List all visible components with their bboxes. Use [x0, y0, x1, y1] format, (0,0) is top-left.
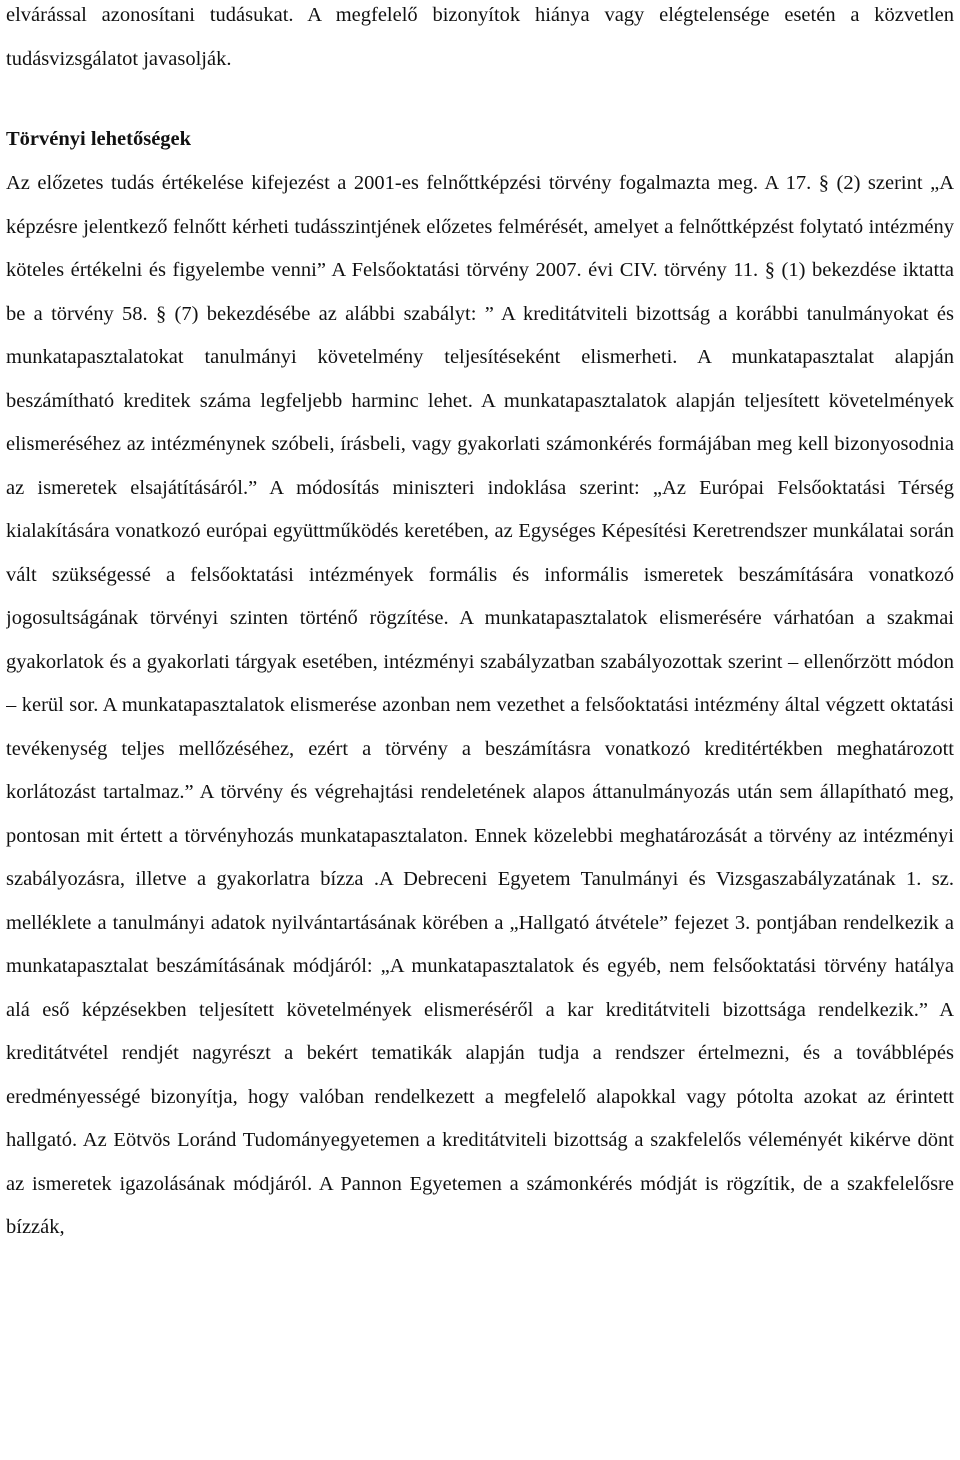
document-page — [6, 0, 954, 1460]
intro-paragraph: elvárással azonosítani tudásukat. A megfelelő bizonyítok hiánya vagy elégtelensége esetén a közvetlen tudásvizsgálatot javasolják. — [6, 4, 954, 70]
body-paragraph: Az előzetes tudás értékelése kifejezést a 2001-es felnőttképzési törvény fogalmazta meg. A 17. § (2) szerint „A képzésre jelentkező felnőtt kérheti tudásszintjének előzetes felmérését, amelyet a felnőttképzést folytató intézmény köteles értékelni és figyelembe venni” A Felsőoktatási törvény 2007. évi CIV. törvény 11. § (1) bekezdése iktatta be a törvény 58. § (7) bekezdésébe az alábbi szabályt: ” A kreditátviteli bizottság a korábbi tanulmányokat és munkatapasztalatokat tanulmányi követelmény teljesítéseként elismerheti. A munkatapasztalat alapján beszámítható kreditek száma legfeljebb harminc lehet. A munkatapasztalatok alapján teljesített követelmények elismeréséhez az intézménynek szóbeli, írásbeli, vagy gyakorlati számonkérés formájában meg kell bizonyosodnia az ismeretek elsajátításáról.” A módosítás miniszteri indoklása szerint: „Az Európai Felsőoktatási Térség kialakítására vonatkozó európai együttműködés keretében, az Egységes Képesítési Keretrendszer munkálatai során vált szükségessé a felsőoktatási intézmények formális és informális ismeretek beszámítására vonatkozó jogosultságának törvényi szinten történő rögzítése. A munkatapasztalatok elismerésére várhatóan a szakmai gyakorlatok és a gyakorlati tárgyak esetében, intézményi szabályzatban szabályozottak szerint – ellenőrzött módon – kerül sor. A munkatapasztalatok elismerése azonban nem vezethet a felsőoktatási intézmény által végzett oktatási tevékenység teljes mellőzéséhez, ezért a törvény a beszámításra vonatkozó kreditértékben meghatározott korlátozást tartalmaz.” A törvény és végrehajtási rendeletének alapos áttanulmányozás után sem állapítható meg, pontosan mit értett a törvényhozás munkatapasztalaton. Ennek közelebbi meghatározását a törvény az intézményi szabályozásra, illetve a gyakorlatra bízza .A Debreceni Egyetem Tanulmányi és Vizsgaszabályzatának 1. sz. melléklete a tanulmányi adatok nyilvántartásának körében a „Hallgató átvétele” fejezet 3. pontjában rendelkezik a munkatapasztalat beszámításának módjáról: „A munkatapasztalatok és egyéb, nem felsőoktatási törvény hatálya alá eső képzésekben teljesített követelmények elismeréséről a kar kreditátviteli bizottsága rendelkezik.” A kreditátvétel rendjét nagyrészt a bekért tematikák alapján tudja a rendszer értelmezni, és a továbblépés eredményességé bizonyítja, hogy valóban rendelkezett a megfelelő alapokkal vagy pótolta azokat az érintett hallgató. Az Eötvös Loránd Tudományegyetemen a kreditátviteli bizottság a szakfelelős véleményét kikérve dönt az ismeretek igazolásának módjáról. A Pannon Egyetemen a számonkérés módját is rögzítik, de a szakfelelősre bízzák, — [6, 172, 954, 1238]
section-heading: Törvényi lehetőségek — [6, 128, 192, 150]
